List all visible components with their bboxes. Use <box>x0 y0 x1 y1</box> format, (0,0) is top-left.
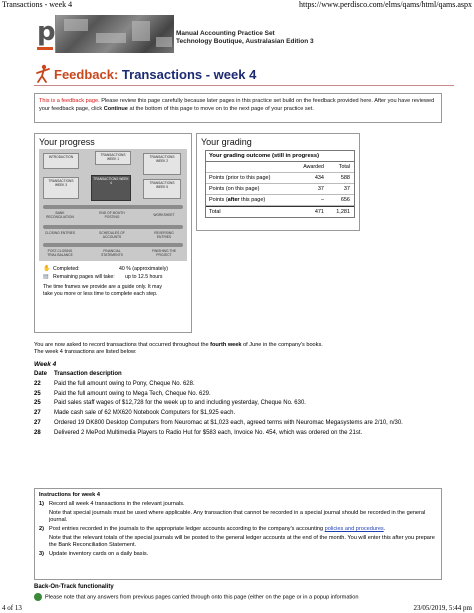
instruction-step-2: 2) Post entries recorded in the journals to the appropriate ledger accounts according to the company's accounting policies and procedures. <box>39 526 386 532</box>
map-piece-week4-current: TRANSACTIONS WEEK 4 <box>91 175 131 201</box>
perdisco-banner <box>34 15 174 53</box>
map-caption-post-closing: POST-CLOSING TRIAL BALANCE <box>47 249 73 257</box>
grading-column-headers <box>206 162 354 173</box>
print-footer-page: 4 of 13 <box>2 604 22 612</box>
remaining-row <box>43 274 189 282</box>
back-on-track-text: Please note that any answers from previous pages carried through onto this page (either on the page or in a popup information <box>34 593 454 601</box>
instruction-note-1: Note that special journals must be used where applicable. Any transaction that cannot be recorded in a special journal should be recorded in the general journal. <box>49 510 426 523</box>
transaction-row: 22 Paid the full amount owing to Pony, Cheque No. 628. <box>34 380 195 387</box>
progress-heading: Your progress <box>39 137 95 147</box>
remaining-label: Remaining pages will take: <box>53 274 115 280</box>
map-piece-week5: TRANSACTIONS WEEK 5 <box>143 179 181 199</box>
map-caption-schedules: SCHEDULES OF ACCOUNTS <box>99 231 125 239</box>
course-title-line2: Technology Boutique, Australasian Edition 3 <box>176 38 314 45</box>
map-flow-line-3 <box>43 243 183 247</box>
transaction-row: 28 Delivered 2 MePod Multimedia Players to Radio Hut for $583 each, Invoice No. 454, which was ordered on the 21st. <box>34 429 363 436</box>
print-footer <box>0 603 474 613</box>
back-on-track-heading: Back-On-Track functionality <box>34 584 114 590</box>
progress-map <box>39 149 187 261</box>
perdisco-logo-icon: p <box>34 15 56 53</box>
transaction-row: 25 Paid sales staff wages of $12,728 for the week up to and including yesterday, Cheque No. 630. <box>34 400 306 407</box>
instructions-panel <box>34 488 442 580</box>
completed-value: 40 % (approximately) <box>119 266 169 272</box>
map-caption-finishing: FINISHING THE PROJECT <box>151 249 177 257</box>
intro-text: You are now asked to record transactions that occurred throughout the fourth week of June in the company's books. The week 4 transactions are listed below: <box>34 342 323 355</box>
map-piece-week1: TRANSACTIONS WEEK 1 <box>95 151 131 165</box>
page-title: Feedback: Transactions - week 4 <box>54 67 257 82</box>
completed-row <box>43 266 189 274</box>
map-piece-introduction: INTRODUCTION <box>43 153 79 169</box>
transactions-table <box>34 371 446 440</box>
page-header <box>34 64 454 86</box>
remaining-value: up to 12.5 hours <box>125 274 163 280</box>
grading-heading: Your grading <box>201 137 252 147</box>
completed-label: Completed: <box>53 266 80 272</box>
transaction-row: 25 Paid the full amount owing to Mega Tech, Cheque No. 629. <box>34 390 211 397</box>
instruction-note-2: Note that the relevant totals of the special journals will be posted to the general ledger accounts at the end of the month. You will enter this after you prepare the Bank Reconciliation Statement. <box>49 535 435 548</box>
grading-row-after: Points (after this page) – 656 <box>206 195 354 206</box>
print-header-url: https://www.perdisco.com/elms/qams/html/qams.aspx <box>298 0 472 9</box>
map-caption-closing-entries: CLOSING ENTRIES <box>44 231 76 235</box>
transactions-header: Date Transaction description <box>34 371 122 377</box>
print-footer-date: 23/05/2019, 5:44 pm <box>413 604 472 612</box>
thumbs-up-icon: ✋ <box>43 266 51 272</box>
grading-row-total: Total 471 1,281 <box>206 206 354 217</box>
feedback-notice-highlight: This is a feedback page. <box>39 98 100 104</box>
map-piece-week3: TRANSACTIONS WEEK 3 <box>43 177 79 199</box>
total-column-header: Total <box>338 164 350 170</box>
continue-keyword: Continue <box>103 106 128 112</box>
transaction-row: 27 Ordered 19 DK800 Desktop Computers from Neuromac at $1,023 each, agreed terms with Neuromac Megasystems are 2/10, n/30. <box>34 419 403 426</box>
back-on-track-icon <box>34 593 42 601</box>
awarded-column-header: Awarded <box>303 164 324 170</box>
map-caption-reversing: REVERSING ENTRIES <box>154 231 174 239</box>
print-header <box>0 0 474 10</box>
map-piece-week2: TRANSACTIONS WEEK 2 <box>143 153 181 175</box>
time-guide-note: The time frames we provide are a guide only. It may take you more or less time to complete each step. <box>43 284 162 297</box>
week-heading: Week 4 <box>34 361 57 368</box>
pages-icon: ▤ <box>43 274 49 280</box>
instruction-step-3: 3) Update inventory cards on a daily basis. <box>39 551 149 557</box>
grading-table <box>205 150 355 218</box>
map-caption-financial-statements: FINANCIAL STATEMENTS <box>101 249 123 257</box>
map-flow-line-2 <box>43 225 183 229</box>
course-title-line1: Manual Accounting Practice Set <box>176 30 275 37</box>
map-caption-end-of-month: END OF MONTH POSTING <box>99 211 125 219</box>
instructions-title: Instructions for week 4 <box>39 492 100 498</box>
map-caption-worksheet: WORKSHEET <box>153 213 175 217</box>
grading-table-title: Your grading outcome (still in progress) <box>206 151 354 162</box>
print-header-title: Transactions - week 4 <box>2 0 73 9</box>
progress-panel <box>34 133 192 333</box>
grading-row-prior: Points (prior to this page) 434 588 <box>206 173 354 184</box>
map-caption-bank-reconciliation: BANK RECONCILIATION <box>46 211 74 219</box>
policies-procedures-link[interactable]: policies and procedures <box>324 526 384 532</box>
progress-legend <box>43 266 189 297</box>
course-title <box>176 30 314 46</box>
grading-panel <box>196 133 360 231</box>
instruction-step-1: 1) Record all week 4 transactions in the relevant journals. <box>39 501 185 507</box>
map-flow-line-1 <box>43 205 183 209</box>
running-figure-icon <box>34 64 52 84</box>
transaction-row: 27 Made cash sale of 62 MX620 Notebook Computers for $1,925 each. <box>34 410 236 417</box>
grading-row-this-page: Points (on this page) 37 37 <box>206 184 354 195</box>
feedback-notice: This is a feedback page. Please review this page carefully because later pages in this practice set build on the feedback provided here. After you have reviewed your feedback page, click Continue at the bottom of this page to move on to the next page of your practice set. <box>34 93 442 123</box>
banner-collage-image <box>56 15 174 53</box>
